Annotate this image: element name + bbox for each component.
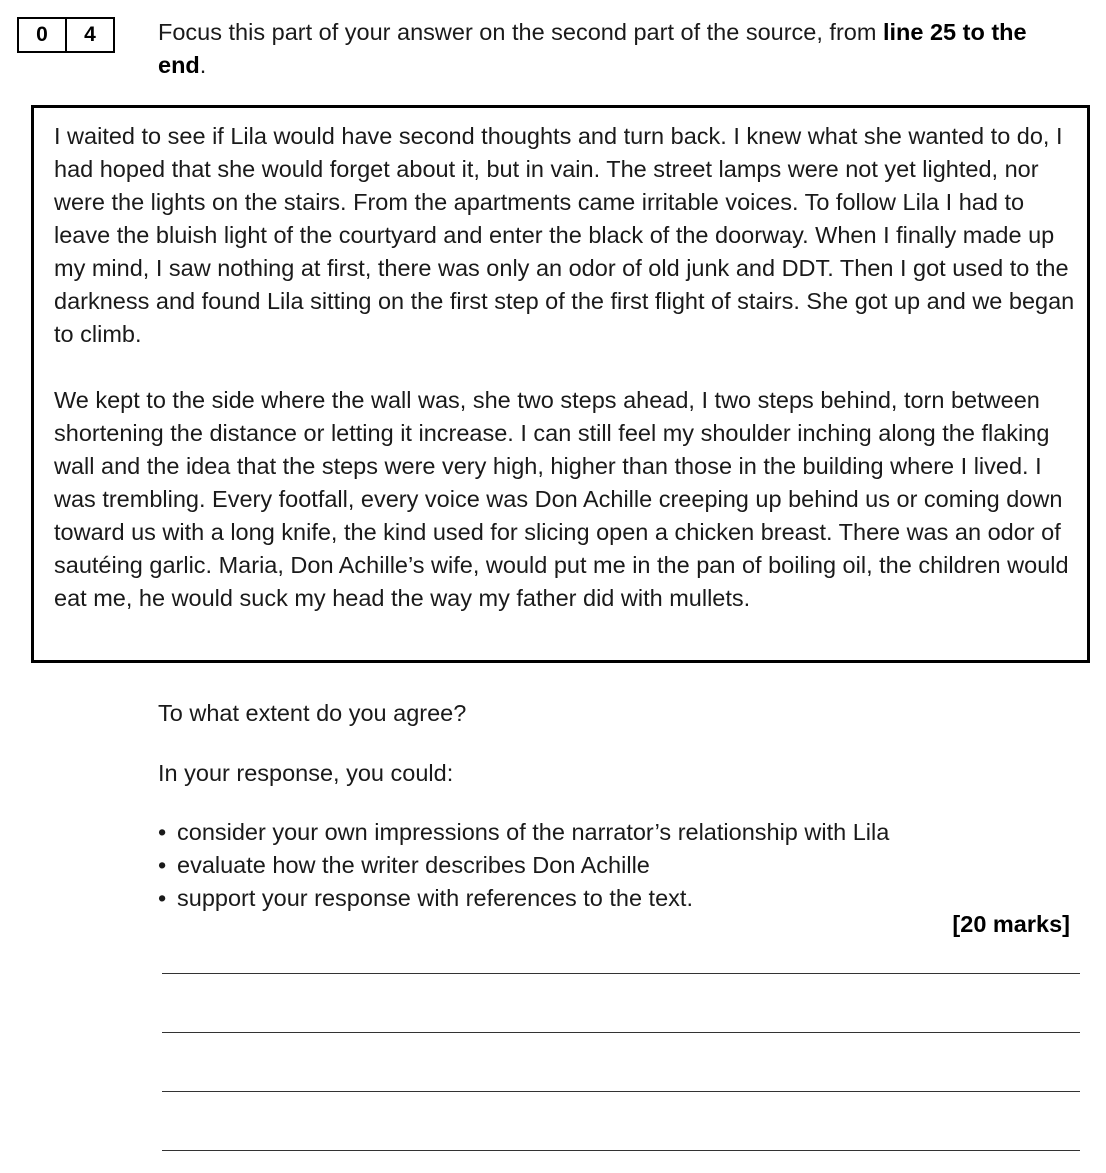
question-number-box xyxy=(17,17,115,53)
instruction-end: . xyxy=(199,52,207,78)
response-bullet-list xyxy=(158,816,889,915)
question-number-digit-1: 0 xyxy=(36,23,48,46)
source-paragraph-2: We kept to the side where the wall was, she two steps ahead, I two steps behind, torn between shortening the distance or letting it increase. I can still feel my shoulder inching along the flaking wall and the idea that the steps were very high, higher than those in the building where I lived. I was trembling. Every footfall, every voice was Don Achille creeping up behind us or coming down toward us with a long knife, the kind used for slicing open a chicken breast. There was an odor of sautéing garlic. Maria, Don Achille’s wife, would put me in the pan of boiling oil, the children would eat me, he would suck my head the way my father did with mullets. xyxy=(54,387,1069,611)
bullet-item: • support your response with references to the text. xyxy=(158,882,889,915)
answer-line[interactable] xyxy=(162,973,1080,974)
bullet-item: • consider your own impressions of the narrator’s relationship with Lila xyxy=(158,816,889,849)
question-instruction xyxy=(158,16,1078,82)
answer-line[interactable] xyxy=(162,1091,1080,1092)
agree-question: To what extent do you agree? xyxy=(158,700,467,726)
answer-line[interactable] xyxy=(162,1032,1080,1033)
instruction-text: Focus this part of your answer on the second part of the source, from xyxy=(158,19,883,45)
source-paragraph-1: I waited to see if Lila would have second thoughts and turn back. I knew what she wanted to do, I had hoped that she would forget about it, but in vain. The street lamps were not yet lighted, nor were the lights on the stairs. From the apartments came irritable voices. To follow Lila I had to leave the bluish light of the courtyard and enter the black of the doorway. When I finally made up my mind, I saw nothing at first, there was only an odor of old junk and DDT. Then I got used to the darkness and found Lila sitting on the first step of the first flight of stairs. She got up and we began to climb. xyxy=(54,123,1075,347)
response-lead-in: In your response, you could: xyxy=(158,760,454,786)
instruction-line-reference: line 25 to the end xyxy=(158,19,1027,78)
source-extract-box xyxy=(31,105,1090,663)
marks-label: [20 marks] xyxy=(952,911,1070,937)
question-number-digit-2: 4 xyxy=(65,19,113,51)
bullet-item: • evaluate how the writer describes Don Achille xyxy=(158,849,889,882)
answer-line[interactable] xyxy=(162,1150,1080,1151)
